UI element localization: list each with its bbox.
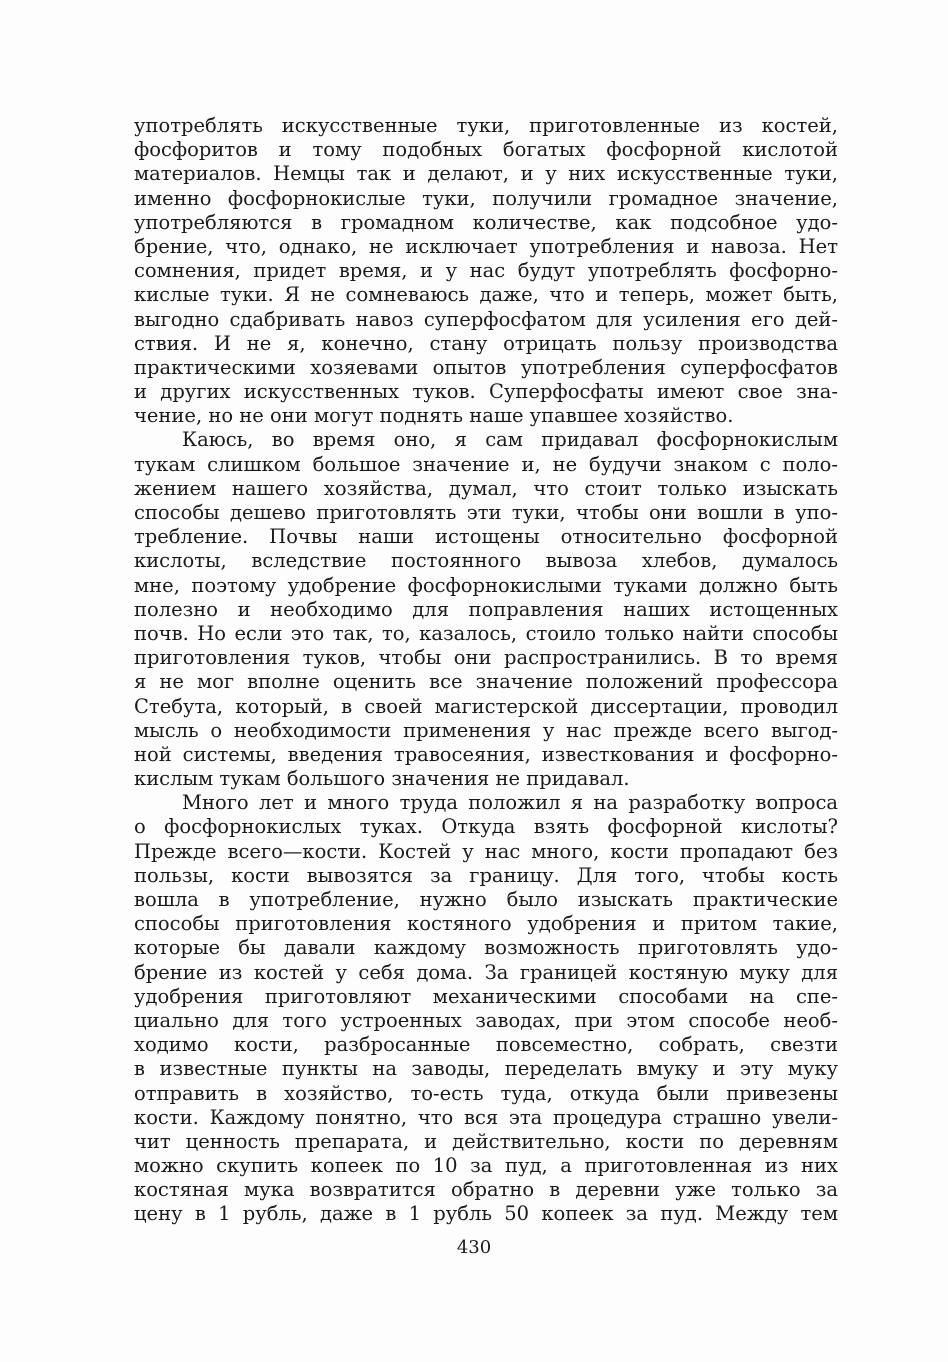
text-line: фосфоритов и тому подобных богатых фосфорной кислотой [134, 138, 838, 162]
text-line: ходимо кости, разбросанные повсеместно, собрать, свезти [134, 1033, 838, 1057]
text-line: удобрения приготовляют механическими способами на спе- [134, 984, 838, 1008]
text-line: сомнения, придет время, и у нас будут употреблять фосфорно- [134, 259, 838, 283]
paragraph [134, 114, 838, 428]
text-line: полезно и необходимо для поправления наших истощенных [134, 597, 838, 621]
text-line: употреблять искусственные туки, приготовленные из костей, [134, 114, 838, 137]
text-line: цену в 1 рубль, даже в 1 рубль 50 копеек за пуд. Между тем [134, 1202, 838, 1226]
text-line: брение, что, однако, не исключает употребления и навоза. Нет [134, 234, 838, 258]
text-line: кислоты, вследствие постоянного вывоза хлебов, думалось [134, 549, 838, 573]
text-line: употребляются в громадном количестве, как подсобное удо- [134, 210, 838, 234]
text-line: я не мог вполне оценить все значение положений профессора [134, 670, 838, 694]
text-line: которые бы давали каждому возможность приготовлять удо- [134, 936, 838, 960]
text-line: тукам слишком большое значение и, не будучи знаком с поло- [134, 452, 838, 476]
text-line: ной системы, введения травосеяния, известкования и фосфорно- [134, 742, 838, 766]
text-line: пользы, кости вывозятся за границу. Для того, чтобы кость [134, 863, 838, 887]
text-line: жением нашего хозяйства, думал, что стоит только изыскать [134, 476, 838, 500]
text-line: брение из костей у себя дома. За границей костяную муку для [134, 960, 838, 984]
text-line: о фосфорнокислых туках. Откуда взять фосфорной кислоты? [134, 815, 838, 839]
text-line: и других искусственных туков. Суперфосфаты имеют свое зна- [134, 380, 838, 404]
text-line: именно фосфорнокислые туки, получили громадное значение, [134, 186, 838, 210]
text-line: отправить в хозяйство, то-есть туда, откуда были привезены [134, 1081, 838, 1105]
text-line: кости. Каждому понятно, что вся эта процедура страшно увели- [134, 1105, 838, 1129]
text-line: приготовления туков, чтобы они распространились. В то время [134, 646, 838, 670]
text-line: Каюсь, во время оно, я сам придавал фосфорнокислым [182, 428, 838, 452]
page-number: 430 [456, 1237, 492, 1258]
paragraph [134, 428, 838, 791]
body-text [134, 114, 838, 1227]
text-line: можно скупить копеек по 10 за пуд, а приготовленная из них [134, 1154, 838, 1178]
text-line: чение, но не они могут поднять наше упавшее хозяйство. [134, 404, 734, 428]
paragraph [134, 791, 838, 1226]
text-line: практическими хозяевами опытов употребления суперфосфатов [134, 355, 838, 379]
text-line: требление. Почвы наши истощены относительно фосфорной [134, 525, 838, 549]
text-line: способы приготовления костяного удобрения и притом такие, [134, 912, 838, 936]
text-line: кислые туки. Я не сомневаюсь даже, что и теперь, может быть, [134, 283, 838, 307]
text-line: Стебута, который, в своей магистерской диссертации, проводил [134, 694, 838, 718]
text-line: чит ценность препарата, и действительно, кости по деревням [134, 1129, 838, 1153]
text-line: материалов. Немцы так и делают, и у них искусственные туки, [134, 162, 838, 186]
text-line: вошла в употребление, нужно было изыскать практические [134, 888, 838, 911]
text-line: Прежде всего—кости. Костей у нас много, кости пропадают без [134, 839, 838, 863]
text-line: ствия. И не я, конечно, стану отрицать пользу производства [134, 331, 838, 355]
text-line: мысль о необходимости применения у нас прежде всего выгод- [134, 718, 838, 742]
text-line: мне, поэтому удобрение фосфорнокислыми туками должно быть [134, 573, 838, 597]
text-line: в известные пункты на заводы, переделать вмуку и эту муку [134, 1057, 838, 1081]
text-line: кислым тукам большого значения не придавал. [134, 767, 630, 791]
text-line: почв. Но если это так, то, казалось, стоило только найти способы [134, 621, 838, 645]
text-line: циально для того устроенных заводах, при этом способе необ- [134, 1008, 838, 1032]
text-line: Много лет и много труда положил я на разработку вопроса [182, 791, 838, 815]
text-line: способы дешево приготовлять эти туки, чтобы они вошли в упо- [134, 501, 838, 524]
text-line: костяная мука возвратится обратно в деревни уже только за [134, 1178, 838, 1202]
text-line: выгодно сдабривать навоз суперфосфатом для усиления его дей- [134, 307, 838, 331]
